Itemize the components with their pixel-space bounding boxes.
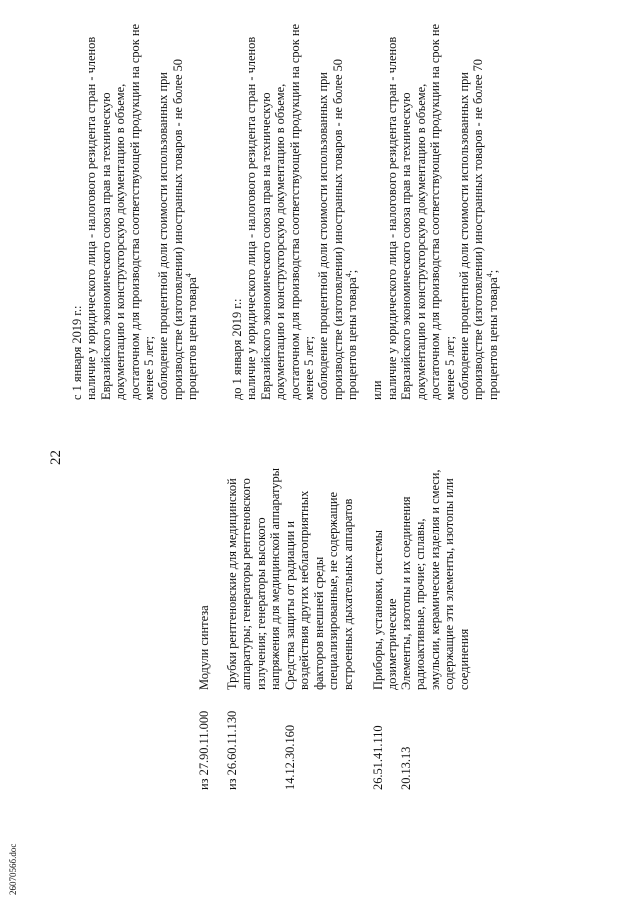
or-word: или	[370, 380, 384, 400]
footnote-marker: 4	[344, 273, 354, 278]
product-name: Приборы, установки, системы дозиметрические	[371, 530, 400, 690]
footnote-marker: 4	[484, 273, 494, 278]
condition-text: наличие у юридического лица - налогового резидента стран - членов Евразийского экономического союза прав на техническую документацию и конструкторскую документацию в объеме, достаточном для производства соответствующей продукции на срок не менее 5 лет;	[244, 24, 317, 400]
condition-heading: с 1 января 2019 г.:	[70, 305, 84, 400]
condition-text: наличие у юридического лица - налогового резидента стран - членов Евразийского экономического союза прав на техническую документацию и конструкторскую документацию в объеме, достаточном для производства соответствующей продукции на срок не менее 5 лет;	[84, 24, 157, 400]
footnote-marker: 4	[184, 273, 194, 278]
product-code: 20.13.13	[399, 746, 413, 790]
product-name: Средства защиты от радиации и воздействия других неблагоприятных факторов внешней среды специализированные, не содержащие встроенных дыхательных аппаратов	[283, 490, 355, 690]
condition-text: соблюдение процентной доли стоимости использованных при производстве (изготовлении) иностранных товаров - не более 50 процентов цены товара$^4$;	[316, 59, 360, 400]
product-code: 26.51.41.110	[371, 725, 385, 790]
product-code: 14.12.30.160	[283, 724, 297, 790]
condition-block-3	[385, 20, 500, 400]
condition-text: наличие у юридического лица - налогового резидента стран - членов Евразийского экономического союза прав на техническую документацию и конструкторскую документацию в объеме, достаточном для производства соответствующей продукции на срок не менее 5 лет;	[385, 24, 457, 400]
condition-text: соблюдение процентной доли стоимости использованных при производстве (изготовлении) иностранных товаров - не более 50 процентов цены товара$^4$	[156, 59, 200, 400]
product-name: Элементы, изотопы и их соединения радиоактивные, прочие; сплавы, эмульсии, керамические изделия и смеси, содержащие эти элементы, изотопы или соединения	[399, 469, 471, 690]
product-name: Трубки рентгеновские для медицинской аппаратуры; генераторы рентгеновского излучения; генераторы высокого напряжения для медицинской аппаратуры	[225, 468, 283, 690]
product-name: Модули синтеза	[197, 605, 211, 690]
condition-heading: до 1 января 2019 г.:	[230, 298, 244, 400]
product-code: из 26.60.11.130	[225, 710, 239, 790]
page-number: 22	[48, 450, 64, 465]
product-code: из 27.90.11.000	[197, 710, 211, 790]
condition-block-1	[70, 20, 200, 400]
condition-text: соблюдение процентной доли стоимости использованных при производстве (изготовлении) иностранных товаров - не более 70 процентов цены товара$^4$;	[457, 59, 500, 400]
condition-block-2	[230, 20, 360, 400]
doc-reference: 2607056б.doc	[8, 843, 18, 895]
